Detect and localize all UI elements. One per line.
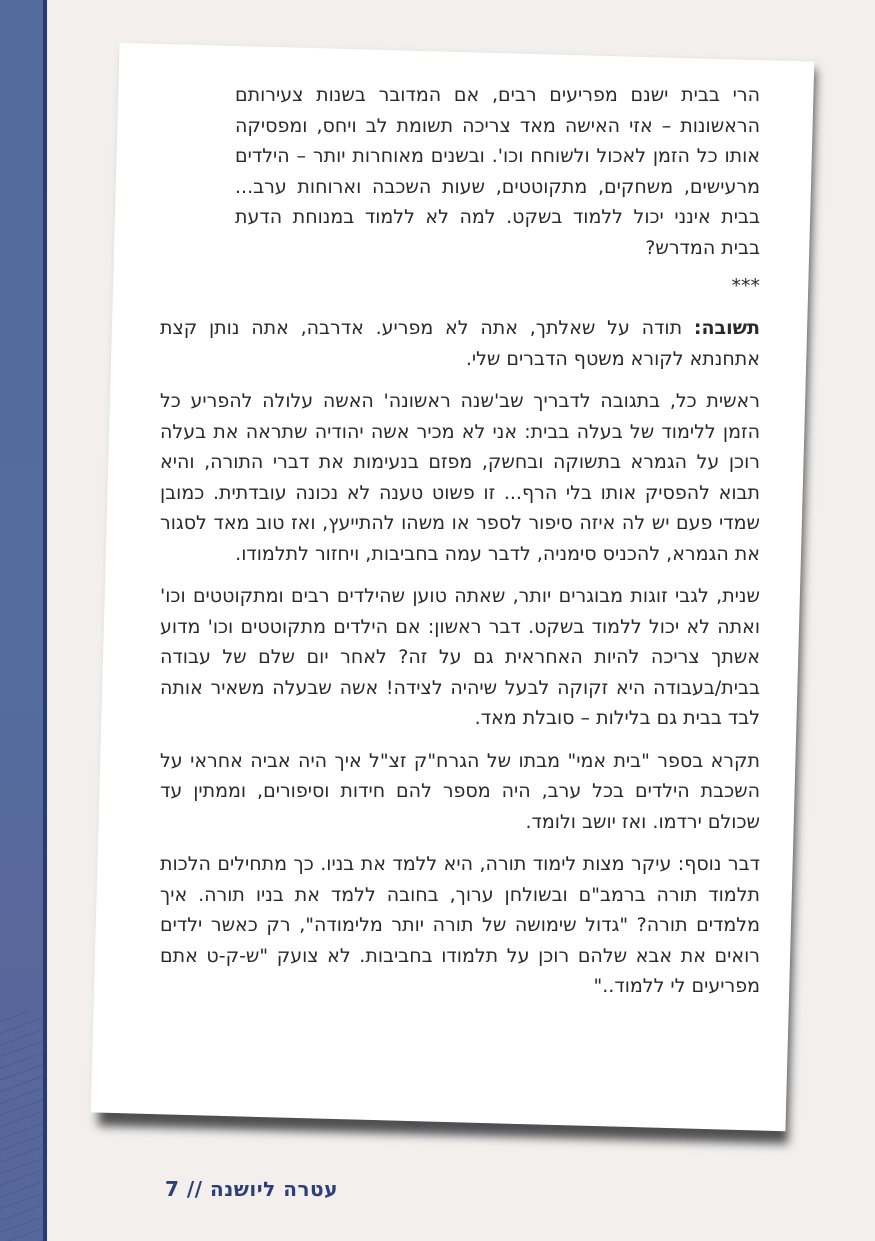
- answer-intro-text: תודה על שאלתך, אתה לא מפריע. אדרבה, אתה נותן קצת אתחנתא לקורא משטף הדברים שלי.: [160, 317, 760, 370]
- decorative-side-line: [43, 0, 47, 1241]
- page-footer: עטרה ליושנה // 7: [165, 1177, 338, 1201]
- answer-label: תשובה:: [693, 317, 760, 339]
- decorative-side-strip: [0, 0, 43, 1241]
- article-body: [160, 80, 760, 1014]
- answer-paragraph-2: שנית, לגבי זוגות מבוגרים יותר, שאתה טוען שהילדים רבים ומתקוטטים וכו' ואתה לא יכול ללמוד בשקט. דבר ראשון: אם הילדים מתקוטטים וכו' מדוע אשתך צריכה להיות האחראית גם על זה? לאחר יום שלם של עבודה בבית/בעבודה היא זקוקה לבעל שיהיה לצידה! אשה שבעלה משאיר אותה לבד בבית גם בלילות – סובלת מאד.: [160, 585, 760, 729]
- section-separator: ***: [731, 275, 760, 297]
- answer-paragraph-1: ראשית כל, בתגובה לדבריך שב'שנה ראשונה' האשה עלולה להפריע כל הזמן ללימוד של בעלה בבית: אני לא מכיר אשה יהודיה שתראה את בעלה רוכן על הגמרא בתשוקה ובחשק, מפזם בנעימות את דברי התורה, והיא תבוא להפסיק אותו בלי הרף... זו פשוט טענה לא נכונה עובדתית. כמובן שמדי פעם יש לה איזה סיפור לספר או משהו להתייעץ, ואז טוב מאד לסגור את הגמרא, להכניס סימניה, לדבר עמה בחביבות, ויחזור לתלמודו.: [160, 390, 760, 565]
- decorative-wave-pattern: [0, 1011, 43, 1241]
- answer-paragraph-4: דבר נוסף: עיקר מצות לימוד תורה, היא ללמד את בניו. כך מתחילים הלכות תלמוד תורה ברמב"ם ובשולחן ערוך, בחובה ללמד את בניו תורה. איך מלמדים תורה? "גדול שימושה של תורה יותר מלימודה", רק כאשר ילדים רואים את אבא שלהם רוכן על תלמודו בחביבות. לא צועק "ש-ק-ט אתם מפריעים לי ללמוד..": [160, 853, 760, 997]
- answer-paragraph-3: תקרא בספר "בית אמי" מבתו של הגרח"ק זצ"ל איך היה אביה אחראי על השכבת הילדים בכל ערב, היה מספר להם חידות וסיפורים, וממתין עד שכולם ירדמו. ואז יושב ולומד.: [160, 749, 760, 833]
- question-paragraph: הרי בבית ישנם מפריעים רבים, אם המדובר בשנות צעירותם הראשונות – אזי האישה מאד צריכה תשומת לב ויחס, ומפסיקה אותו כל הזמן לאכול ולשוחח וכו'. ובשנים מאוחרות יותר – הילדים מרעישים, משחקים, מתקוטטים, שעות השכבה וארוחות ערב... בבית אינני יכול ללמוד בשקט. למה לא ללמוד במנוחת הדעת בבית המדרש?: [235, 84, 760, 259]
- answer-intro-paragraph: [160, 313, 760, 374]
